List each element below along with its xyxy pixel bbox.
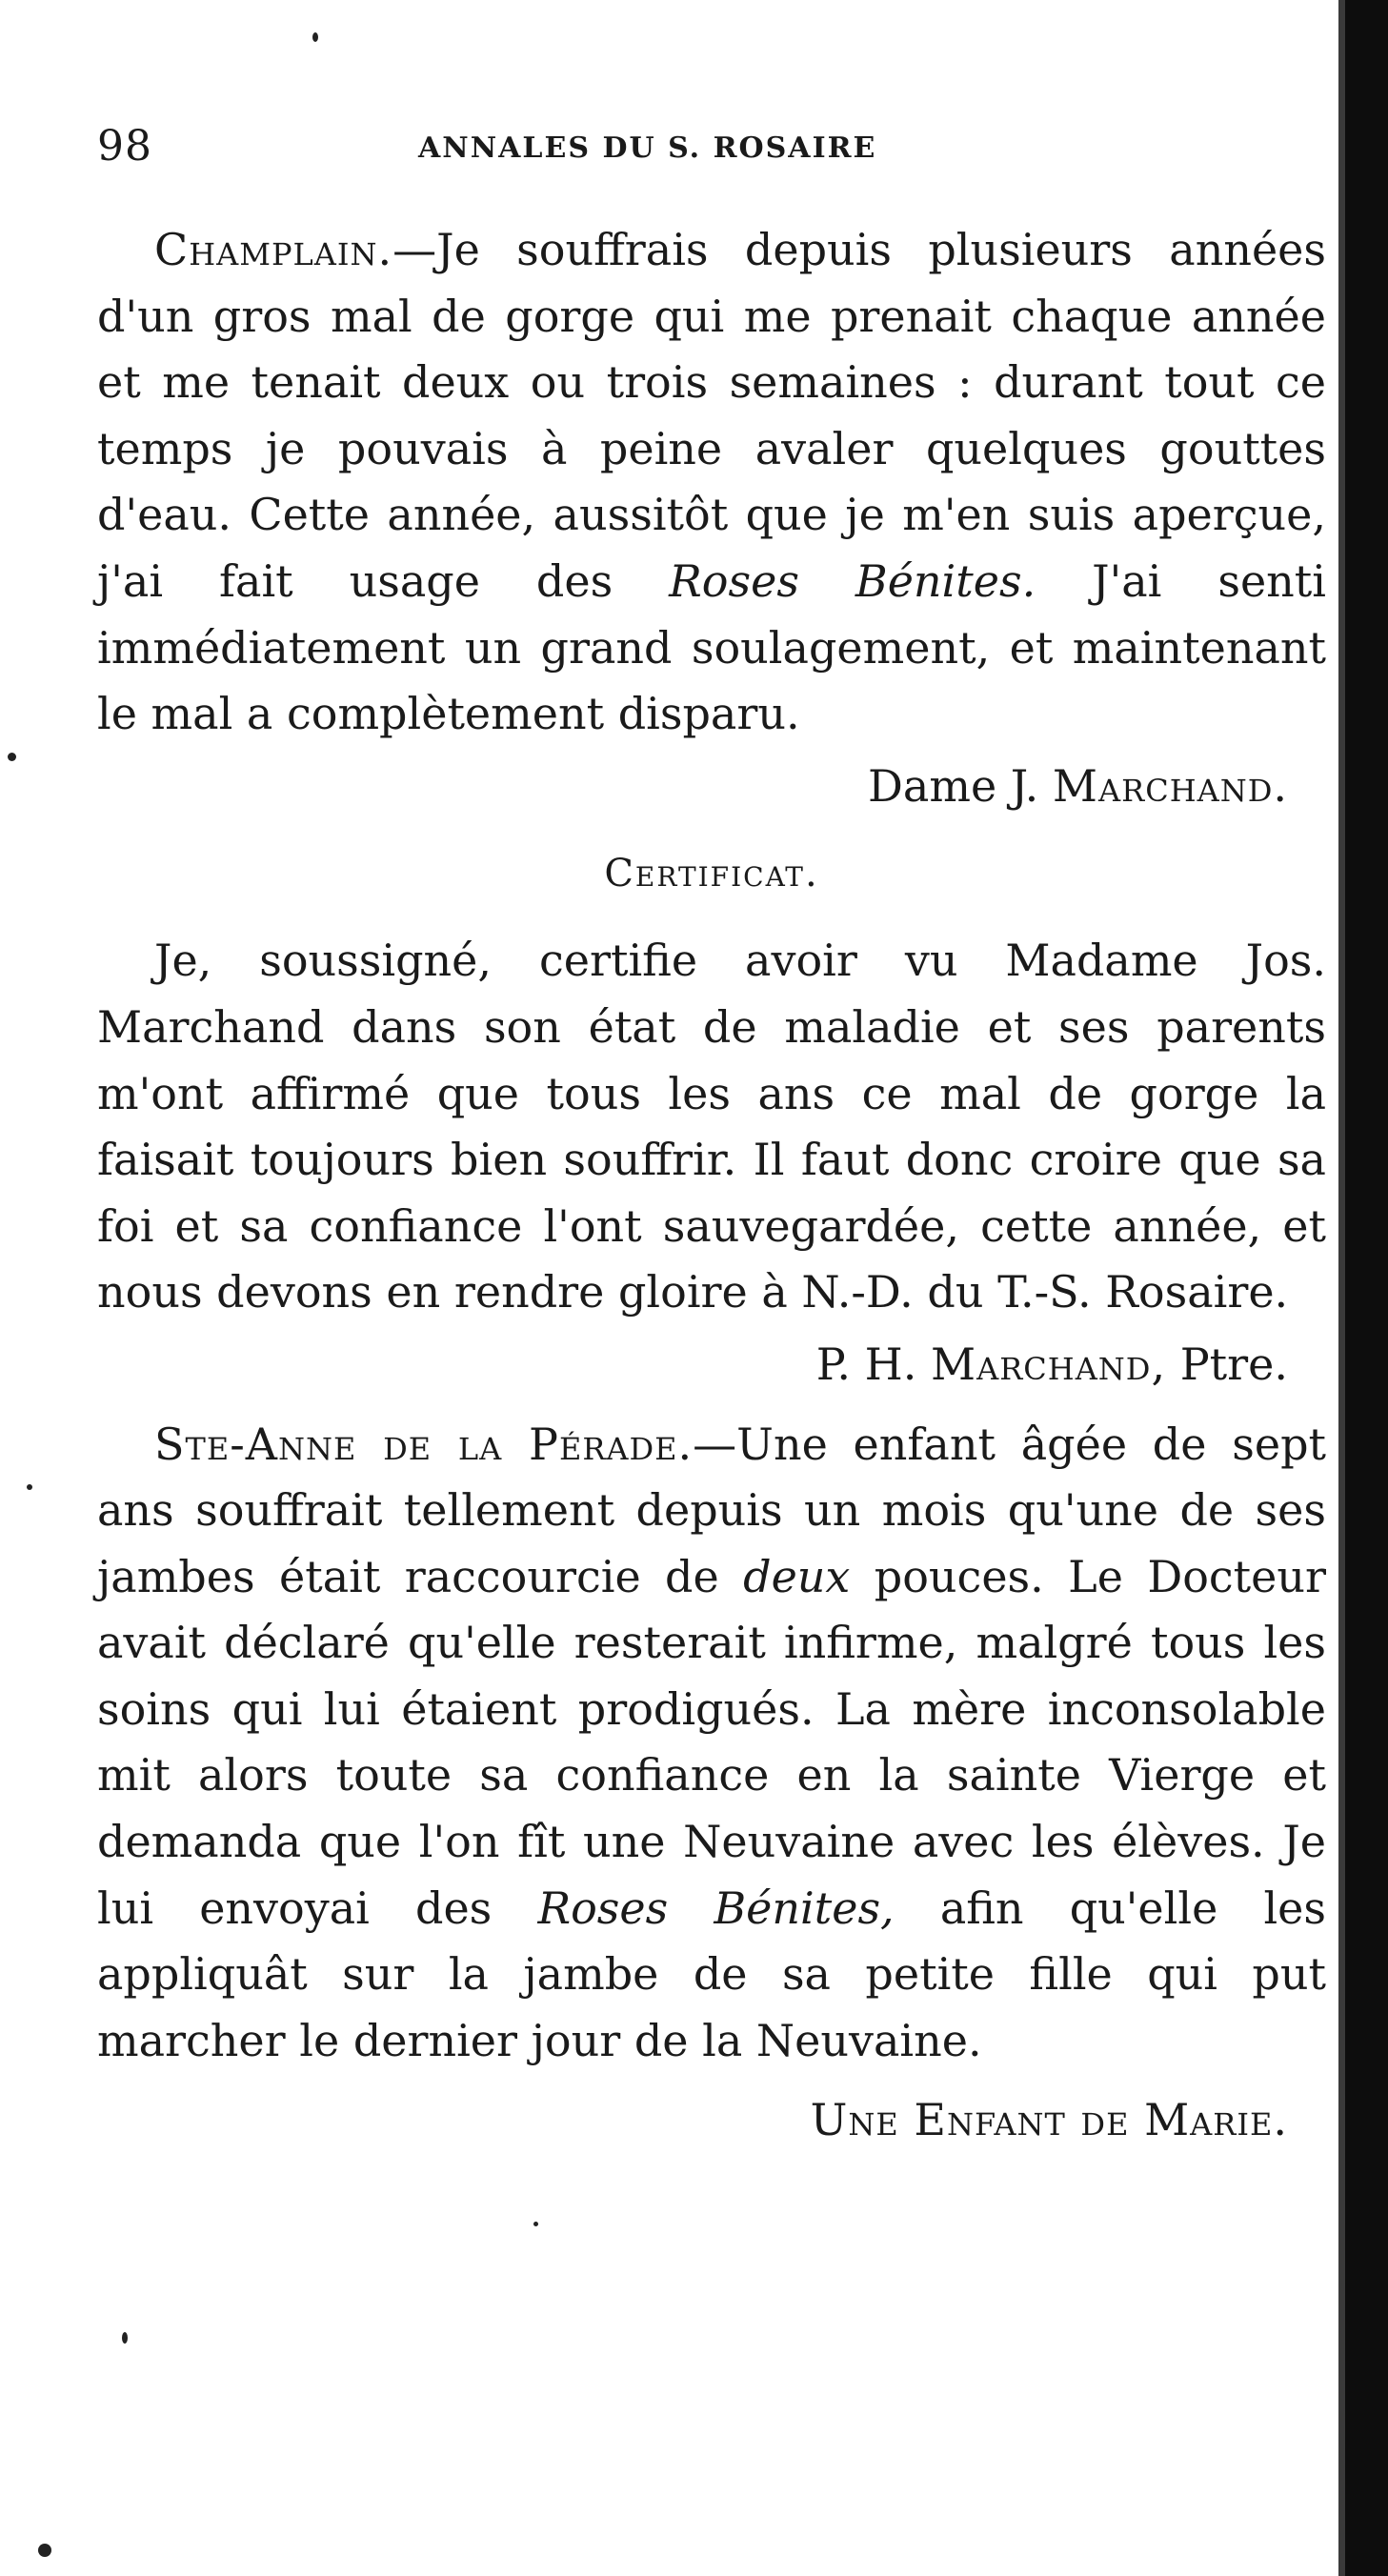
signature-name: Marchand.: [1052, 759, 1288, 812]
signature-prefix: P. H.: [815, 1338, 931, 1390]
signature-name: Une Enfant de Marie.: [810, 2094, 1288, 2146]
print-speck: [27, 1484, 32, 1490]
print-speck: [122, 2332, 128, 2344]
certificate-paragraph: [97, 928, 1326, 1326]
section-heading: Certificat.: [604, 852, 819, 896]
italic-text: Roses Bénites,: [537, 1882, 895, 1934]
print-speck: [38, 2544, 51, 2557]
page-body: [97, 217, 1326, 2154]
place-name: Ste-Anne de la Pérade.: [154, 1418, 694, 1470]
place-name: Champlain.: [154, 224, 393, 275]
paragraph-text-mid: pouces. Le Docteur avait déclaré qu'elle resterait infirme, malgré tous les soins qui lui étaient prodigués. La mère inconsolable mit alors toute sa confiance en la sainte Vierge et demanda que l'on fît une Neuvaine avec les élèves. Je lui envoyai des: [97, 1550, 1327, 1934]
paragraph-text: —Une enfant âgée de sept ans souffrait tellement depuis un mois qu'une de ses jambes était raccourcie de: [97, 1418, 1327, 1602]
paragraph-text: —Je souffrais depuis plusieurs années d'un gros mal de gorge qui me prenait chaque année et me tenait deux ou trois semaines : durant tout ce temps je pouvais à peine avaler quelques gouttes d'eau. Cette année, aussitôt que je m'en suis aperçue, j'ai fait usage des: [97, 224, 1326, 607]
print-speck: [312, 32, 318, 42]
signature-dame-marchand: [97, 754, 1288, 820]
page-number: 98: [97, 122, 152, 171]
print-speck: [533, 2222, 538, 2226]
signature-enfant-de-marie: [97, 2087, 1288, 2154]
page-edge-bar: [1345, 0, 1388, 2576]
signature-name: Marchand,: [931, 1338, 1167, 1390]
testimony-champlain: [97, 217, 1326, 748]
page-header: [97, 122, 1297, 179]
testimony-ste-anne: [97, 1412, 1326, 2075]
running-head: ANNALES DU S. ROSAIRE: [418, 131, 877, 165]
signature-suffix: Ptre.: [1166, 1338, 1288, 1390]
paragraph-text: Je, soussigné, certifie avoir vu Madame Jos. Marchand dans son état de maladie et ses parents m'ont affirmé que tous les ans ce mal de gorge la faisait toujours bien souffrir. Il faut donc croire que sa foi et sa confiance l'ont sauvegardée, cette année, et nous devons en rendre gloire à N.-D. du T.-S. Rosaire.: [97, 935, 1326, 1318]
signature-prefix: Dame J.: [868, 759, 1053, 812]
paragraph-text-end: afin qu'elle les appliquât sur la jambe de sa petite fille qui put marcher le dernier jour de la Neuvaine.: [97, 1882, 1326, 2066]
signature-p-h-marchand: [97, 1332, 1288, 1399]
italic-text: deux: [743, 1550, 851, 1602]
paragraph-text-end: J'ai senti immédiatement un grand soulagement, et maintenant le mal a complètement disparu.: [97, 554, 1326, 740]
italic-text: Roses Bénites.: [669, 554, 1036, 607]
print-speck: [8, 753, 16, 761]
